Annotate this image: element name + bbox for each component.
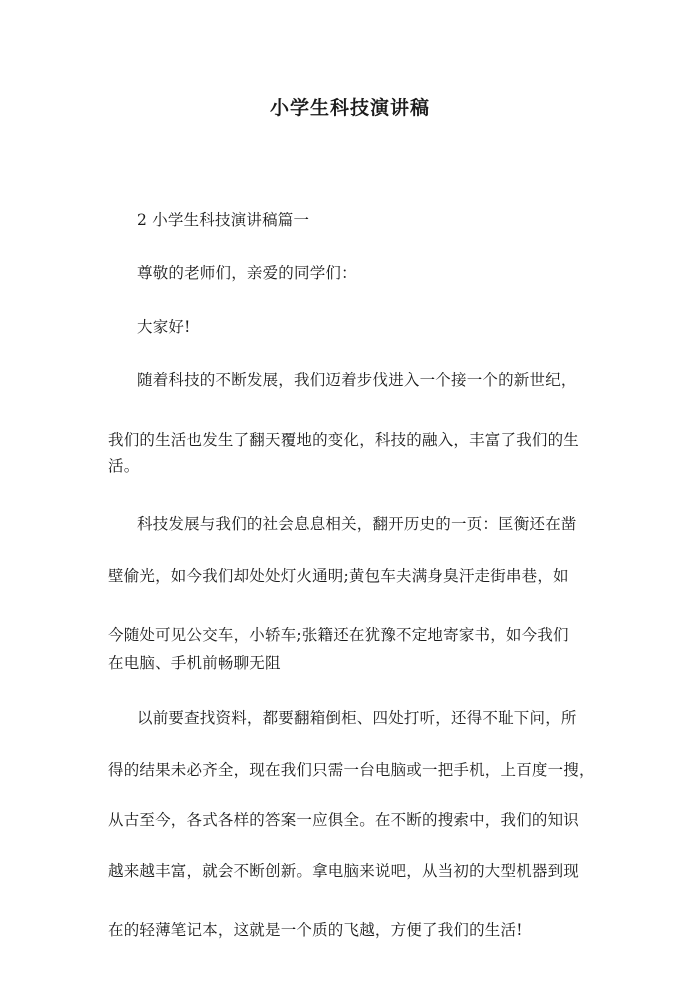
paragraph-line: 活。: [108, 457, 140, 475]
paragraph-line: 从古至今，各式各样的答案一应俱全。在不断的搜索中，我们的知识: [108, 811, 580, 829]
paragraph-line: 科技发展与我们的社会息息相关，翻开历史的一页：匡衡还在凿: [137, 515, 577, 533]
paragraph-line: 在电脑、手机前畅聊无阻: [108, 654, 281, 672]
paragraph-line: 在的轻薄笔记本，这就是一个质的飞越，方便了我们的生活!: [108, 921, 523, 939]
greeting-line: 大家好!: [137, 318, 191, 336]
section-heading: 2 小学生科技演讲稿篇一: [137, 211, 310, 229]
paragraph-line: 今随处可见公交车，小轿车;张籍还在犹豫不定地寄家书，如今我们: [108, 626, 569, 644]
paragraph-line: 得的结果未必齐全，现在我们只需一台电脑或一把手机，上百度一搜，: [108, 761, 595, 779]
paragraph-line: 我们的生活也发生了翻天覆地的变化，科技的融入，丰富了我们的生: [108, 431, 580, 449]
document-title: 小学生科技演讲稿: [269, 97, 430, 119]
paragraph-line: 随着科技的不断发展，我们迈着步伐进入一个接一个的新世纪，: [137, 371, 577, 389]
paragraph-line: 壁偷光，如今我们却处处灯火通明;黄包车夫满身臭汗走街串巷，如: [108, 567, 569, 585]
salutation-line: 尊敬的老师们，亲爱的同学们：: [137, 264, 357, 282]
paragraph-line: 以前要查找资料，都要翻箱倒柜、四处打听，还得不耻下问，所: [137, 709, 577, 727]
paragraph-line: 越来越丰富，就会不断创新。拿电脑来说吧，从当初的大型机器到现: [108, 862, 580, 880]
